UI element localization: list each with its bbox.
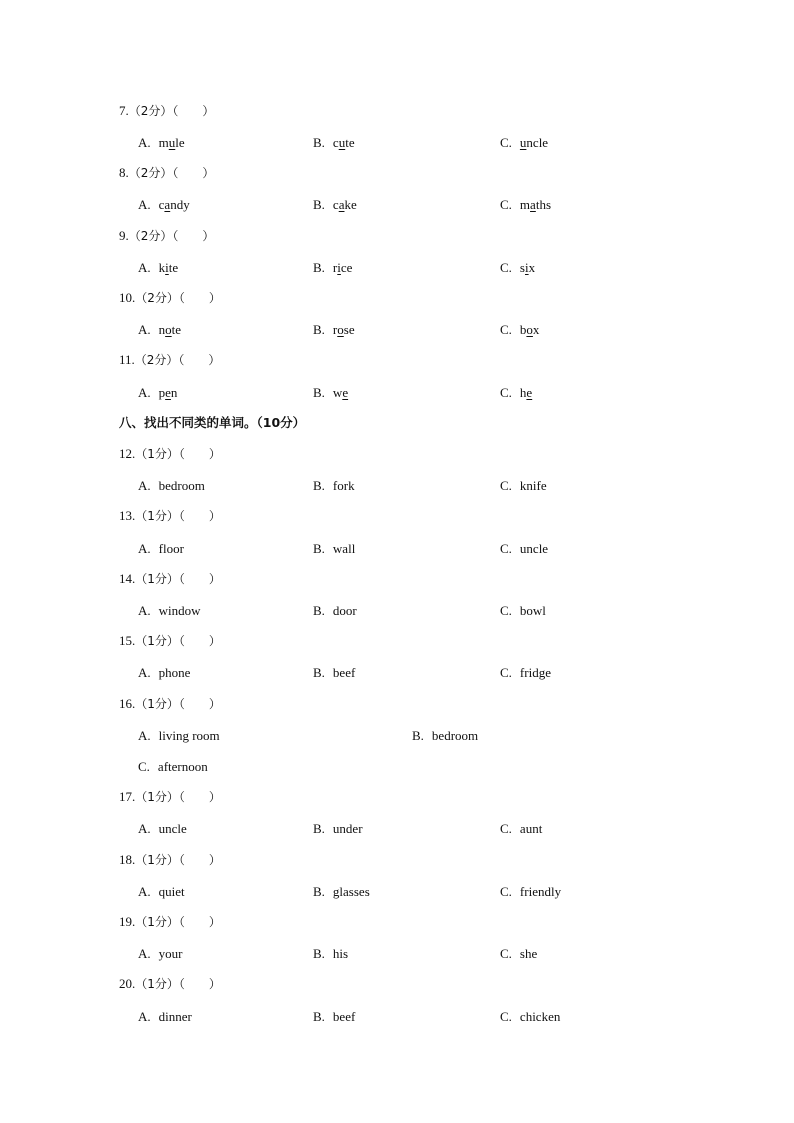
option-8-b xyxy=(313,195,357,215)
option-14-a xyxy=(138,601,201,621)
option-20-c xyxy=(500,1007,560,1027)
underlined-letter: u xyxy=(519,135,527,150)
option-word: rice xyxy=(332,260,353,275)
option-word: quiet xyxy=(158,884,185,899)
option-word: pen xyxy=(158,385,178,400)
option-12-b xyxy=(313,476,355,496)
option-word: aunt xyxy=(519,821,543,836)
underlined-letter: u xyxy=(168,135,176,150)
option-word: rose xyxy=(332,322,355,337)
underlined-letter: e xyxy=(526,385,533,400)
question-17 xyxy=(119,787,221,807)
option-label: C. xyxy=(500,260,512,275)
option-16-c xyxy=(138,757,208,777)
question-score: （1分）（ ） xyxy=(135,634,221,648)
question-number: 18. xyxy=(119,852,136,867)
question-20 xyxy=(119,974,221,994)
option-label: B. xyxy=(313,135,325,150)
question-19 xyxy=(119,912,221,932)
option-label: A. xyxy=(138,884,151,899)
question-number: 10. xyxy=(119,290,136,305)
option-8-a xyxy=(138,195,190,215)
option-20-a xyxy=(138,1007,192,1027)
question-number: 8. xyxy=(119,165,129,180)
option-word: bedroom xyxy=(431,728,479,743)
option-word: afternoon xyxy=(157,759,208,774)
option-8-c xyxy=(500,195,551,215)
option-10-c xyxy=(500,320,539,340)
option-label: B. xyxy=(313,884,325,899)
question-number: 12. xyxy=(119,446,136,461)
option-label: C. xyxy=(500,603,512,618)
question-number: 17. xyxy=(119,789,136,804)
option-word: uncle xyxy=(519,135,549,150)
question-number: 11. xyxy=(119,352,135,367)
option-16-a xyxy=(138,726,220,746)
option-label: A. xyxy=(138,260,151,275)
question-score: （1分）（ ） xyxy=(135,447,221,461)
option-word: uncle xyxy=(158,821,187,836)
option-12-c xyxy=(500,476,547,496)
question-number: 19. xyxy=(119,914,136,929)
option-15-c xyxy=(500,663,551,683)
option-17-a xyxy=(138,819,187,839)
option-14-c xyxy=(500,601,546,621)
option-word: fridge xyxy=(519,665,551,680)
question-10 xyxy=(119,288,221,308)
option-word: six xyxy=(519,260,536,275)
option-word: uncle xyxy=(519,541,549,556)
option-label: A. xyxy=(138,135,151,150)
option-13-c xyxy=(500,539,548,559)
option-13-b xyxy=(313,539,355,559)
question-score: （1分）（ ） xyxy=(135,697,221,711)
question-12 xyxy=(119,444,221,464)
question-13 xyxy=(119,506,221,526)
option-19-a xyxy=(138,944,182,964)
option-15-a xyxy=(138,663,190,683)
option-10-a xyxy=(138,320,181,340)
option-label: A. xyxy=(138,603,151,618)
option-label: B. xyxy=(313,665,325,680)
option-label: C. xyxy=(500,197,512,212)
option-label: A. xyxy=(138,541,151,556)
option-label: A. xyxy=(138,322,151,337)
option-label: B. xyxy=(313,322,325,337)
option-word: under xyxy=(332,821,363,836)
question-score: （2分）（ ） xyxy=(128,229,215,243)
option-word: knife xyxy=(519,478,547,493)
option-label: A. xyxy=(138,197,151,212)
option-word: fork xyxy=(332,478,355,493)
option-label: C. xyxy=(500,541,512,556)
option-19-b xyxy=(313,944,348,964)
option-word: window xyxy=(158,603,201,618)
option-label: B. xyxy=(313,385,325,400)
question-number: 7. xyxy=(119,103,129,118)
option-word: beef xyxy=(332,665,356,680)
question-number: 13. xyxy=(119,508,136,523)
option-word: we xyxy=(332,385,349,400)
option-label: C. xyxy=(500,135,512,150)
option-label: A. xyxy=(138,1009,151,1024)
option-label: C. xyxy=(500,884,512,899)
option-word: mule xyxy=(158,135,185,150)
option-word: chicken xyxy=(519,1009,561,1024)
option-word: phone xyxy=(158,665,191,680)
option-word: your xyxy=(158,946,183,961)
option-word: living room xyxy=(158,728,220,743)
question-score: （1分）（ ） xyxy=(135,572,221,586)
question-score: （1分）（ ） xyxy=(135,790,221,804)
option-19-c xyxy=(500,944,537,964)
option-label: A. xyxy=(138,946,151,961)
option-word: maths xyxy=(519,197,551,212)
question-15 xyxy=(119,631,221,651)
underlined-letter: e xyxy=(342,385,349,400)
option-11-c xyxy=(500,383,532,403)
question-score: （1分）（ ） xyxy=(135,853,221,867)
option-17-b xyxy=(313,819,363,839)
option-word: dinner xyxy=(158,1009,192,1024)
option-label: C. xyxy=(500,946,512,961)
question-11 xyxy=(119,350,220,370)
option-word: friendly xyxy=(519,884,562,899)
option-label: B. xyxy=(313,1009,325,1024)
option-label: A. xyxy=(138,478,151,493)
question-number: 14. xyxy=(119,571,136,586)
underlined-letter: i xyxy=(165,260,169,275)
option-label: B. xyxy=(313,197,325,212)
option-word: bowl xyxy=(519,603,546,618)
option-word: kite xyxy=(158,260,179,275)
option-label: C. xyxy=(500,385,512,400)
question-score: （1分）（ ） xyxy=(135,977,221,991)
question-number: 16. xyxy=(119,696,136,711)
option-16-b xyxy=(412,726,478,746)
question-score: （2分）（ ） xyxy=(135,291,221,305)
underlined-letter: o xyxy=(526,322,533,337)
option-11-a xyxy=(138,383,177,403)
underlined-letter: e xyxy=(165,385,171,400)
option-17-c xyxy=(500,819,542,839)
question-score: （1分）（ ） xyxy=(135,915,221,929)
underlined-letter: o xyxy=(337,322,344,337)
option-word: note xyxy=(158,322,182,337)
question-8 xyxy=(119,163,214,183)
option-label: B. xyxy=(313,478,325,493)
option-15-b xyxy=(313,663,355,683)
option-9-a xyxy=(138,258,178,278)
option-word: door xyxy=(332,603,357,618)
option-label: A. xyxy=(138,665,151,680)
option-word: she xyxy=(519,946,538,961)
question-18 xyxy=(119,850,221,870)
option-9-b xyxy=(313,258,352,278)
option-18-c xyxy=(500,882,561,902)
option-word: cute xyxy=(332,135,355,150)
question-score: （2分）（ ） xyxy=(128,166,215,180)
option-label: B. xyxy=(313,541,325,556)
question-7 xyxy=(119,101,214,121)
question-16 xyxy=(119,694,221,714)
option-7-a xyxy=(138,133,185,153)
question-score: （2分）（ ） xyxy=(134,353,221,367)
option-word: wall xyxy=(332,541,356,556)
option-word: glasses xyxy=(332,884,370,899)
option-label: A. xyxy=(138,821,151,836)
question-number: 15. xyxy=(119,633,136,648)
underlined-letter: a xyxy=(164,197,171,212)
option-label: C. xyxy=(500,1009,512,1024)
option-13-a xyxy=(138,539,184,559)
option-label: B. xyxy=(313,946,325,961)
option-14-b xyxy=(313,601,357,621)
option-word: box xyxy=(519,322,540,337)
option-label: C. xyxy=(500,478,512,493)
option-label: A. xyxy=(138,728,151,743)
underlined-letter: i xyxy=(524,260,529,275)
option-label: C. xyxy=(500,821,512,836)
option-9-c xyxy=(500,258,535,278)
option-10-b xyxy=(313,320,355,340)
option-label: A. xyxy=(138,385,151,400)
option-7-b xyxy=(313,133,355,153)
option-label: C. xyxy=(500,322,512,337)
option-word: he xyxy=(519,385,533,400)
option-7-c xyxy=(500,133,548,153)
option-word: beef xyxy=(332,1009,356,1024)
option-word: floor xyxy=(158,541,184,556)
option-word: bedroom xyxy=(158,478,205,493)
section-title: 八、找出不同类的单词。（10分） xyxy=(119,415,306,430)
option-label: B. xyxy=(313,603,325,618)
question-score: （1分）（ ） xyxy=(135,509,221,523)
option-18-b xyxy=(313,882,370,902)
underlined-letter: u xyxy=(338,135,346,150)
underlined-letter: i xyxy=(337,260,341,275)
option-label: C. xyxy=(500,665,512,680)
option-word: his xyxy=(332,946,349,961)
underlined-letter: o xyxy=(165,322,172,337)
option-word: candy xyxy=(158,197,190,212)
option-18-a xyxy=(138,882,185,902)
option-label: B. xyxy=(412,728,424,743)
option-label: B. xyxy=(313,260,325,275)
underlined-letter: a xyxy=(338,197,345,212)
question-number: 20. xyxy=(119,976,136,991)
question-score: （2分）（ ） xyxy=(128,104,215,118)
question-number: 9. xyxy=(119,228,129,243)
question-14 xyxy=(119,569,221,589)
option-11-b xyxy=(313,383,348,403)
question-9 xyxy=(119,226,214,246)
option-word: cake xyxy=(332,197,357,212)
option-20-b xyxy=(313,1007,355,1027)
option-label: B. xyxy=(313,821,325,836)
option-label: C. xyxy=(138,759,150,774)
underlined-letter: a xyxy=(530,197,536,212)
option-12-a xyxy=(138,476,205,496)
